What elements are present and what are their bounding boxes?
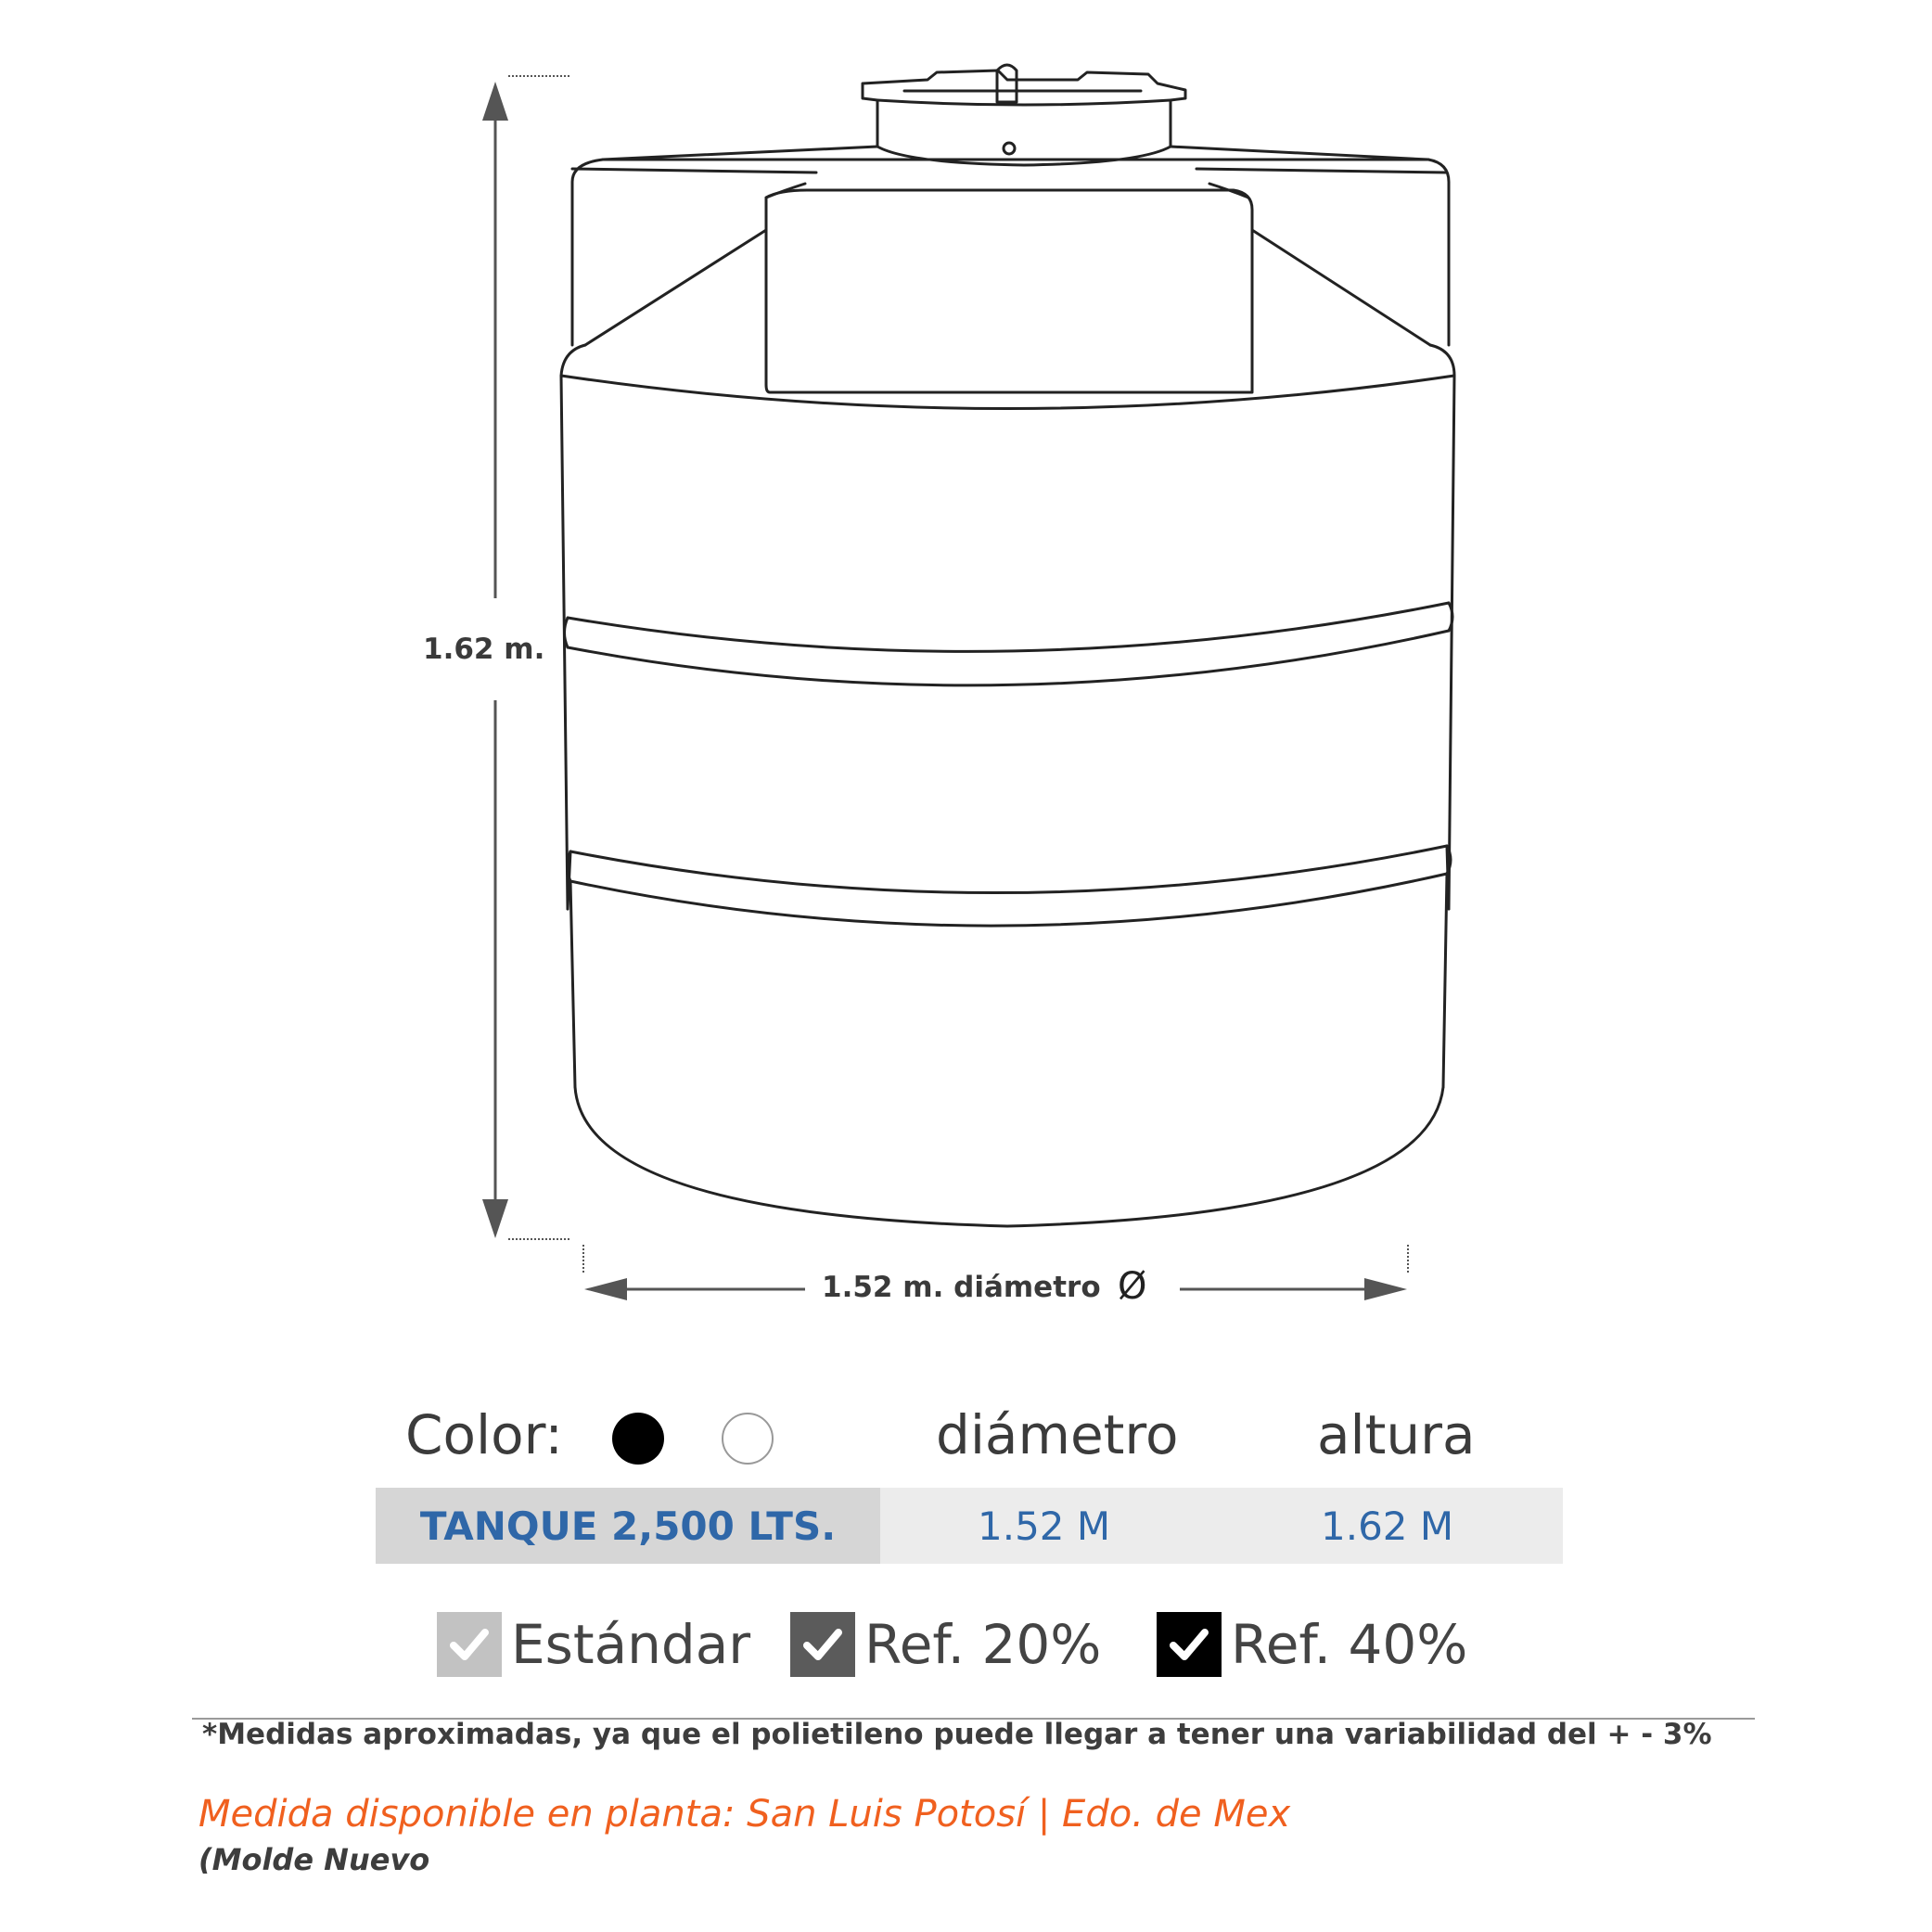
diameter-symbol: Ø [1118, 1265, 1147, 1308]
option-label-ref-20: Ref. 20% [864, 1613, 1102, 1676]
spec-values [880, 1488, 1563, 1564]
tank-dome [572, 147, 1449, 392]
height-label: 1.62 m. [423, 633, 545, 666]
height-value: 1.62 M [1321, 1503, 1454, 1549]
spec-row [376, 1488, 1563, 1564]
color-label: Color: [405, 1403, 563, 1466]
footnote: *Medidas aproximadas, ya que el polietileno puede llegar a tener una variabilidad del + - 3% [202, 1718, 1712, 1751]
option-ref-40[interactable] [1157, 1612, 1467, 1677]
diameter-label: 1.52 m. diámetro [822, 1271, 1101, 1304]
check-icon [437, 1612, 502, 1677]
column-header-diameter: diámetro [936, 1403, 1179, 1466]
color-swatch-white[interactable] [722, 1413, 774, 1465]
check-icon [790, 1612, 855, 1677]
option-ref-20[interactable] [790, 1612, 1101, 1677]
option-label-ref-40: Ref. 40% [1231, 1613, 1468, 1676]
column-header-height: altura [1317, 1403, 1476, 1466]
option-label-standard: Estándar [511, 1613, 751, 1676]
availability-note: Medida disponible en planta: San Luis Potosí | Edo. de Mex [198, 1793, 1291, 1836]
product-name: TANQUE 2,500 LTS. [376, 1488, 880, 1564]
tank-lid [863, 65, 1185, 165]
color-swatch-black[interactable] [612, 1413, 664, 1465]
option-standard[interactable] [437, 1612, 750, 1677]
check-icon [1157, 1612, 1222, 1677]
mold-note: (Molde Nuevo [198, 1842, 430, 1877]
diameter-value: 1.52 M [978, 1503, 1111, 1549]
tank-body [561, 345, 1454, 1226]
